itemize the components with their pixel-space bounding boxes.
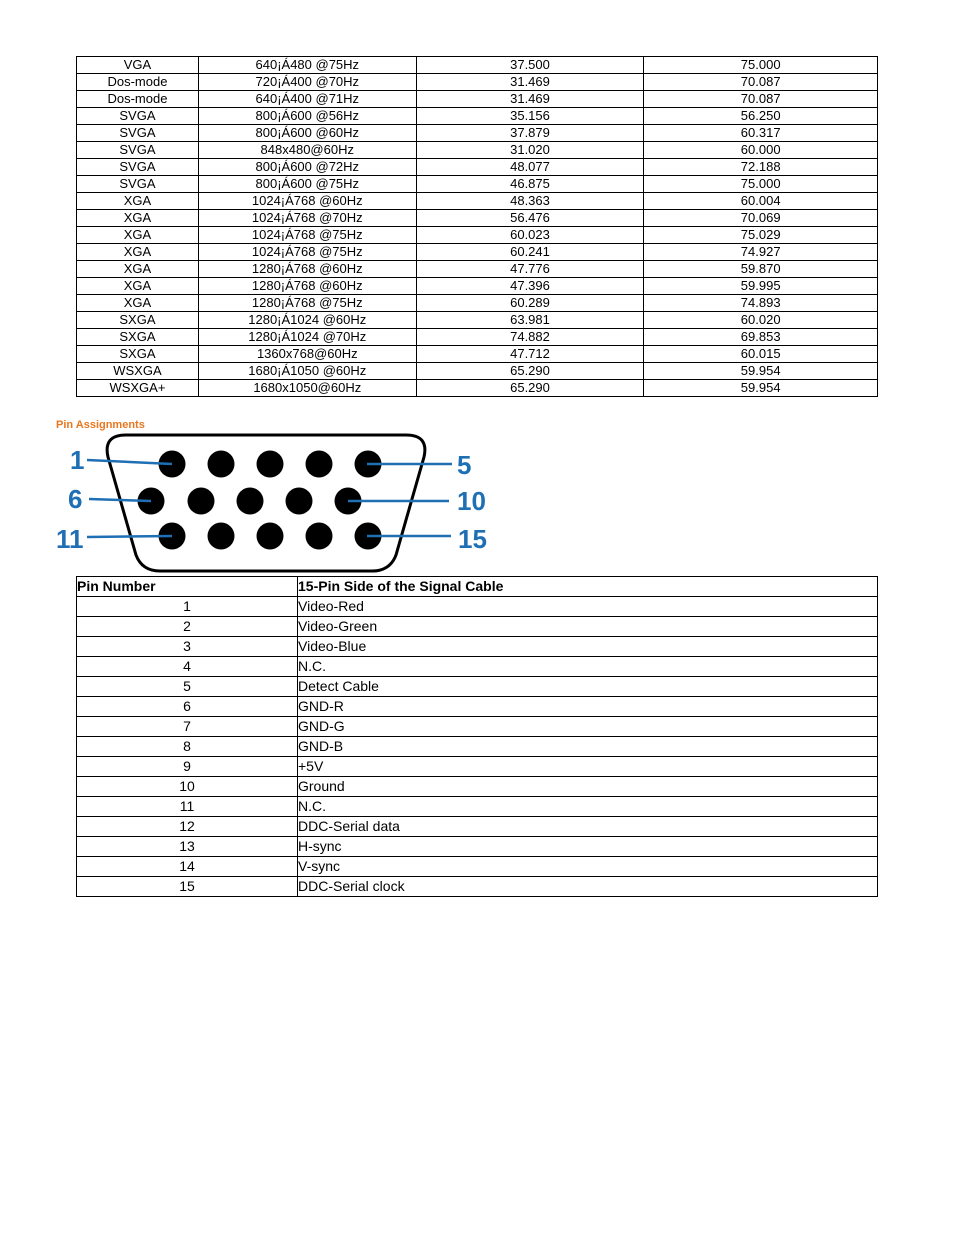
timing-mode-cell: SXGA	[77, 329, 199, 346]
timing-hfreq-cell: 31.469	[416, 74, 644, 91]
timing-resolution-cell: 640¡Á400 @71Hz	[198, 91, 416, 108]
timing-mode-cell: XGA	[77, 210, 199, 227]
timing-mode-cell: XGA	[77, 261, 199, 278]
timing-resolution-cell: 1680x1050@60Hz	[198, 380, 416, 397]
timing-row	[77, 91, 878, 108]
timing-mode-cell: SVGA	[77, 125, 199, 142]
pin-dot-13	[257, 523, 284, 550]
timing-vfreq-cell: 59.870	[644, 261, 878, 278]
pin-signal-cell: V-sync	[298, 857, 878, 877]
pin-row	[77, 657, 878, 677]
timing-row	[77, 57, 878, 74]
timing-resolution-cell: 800¡Á600 @72Hz	[198, 159, 416, 176]
pin-number-cell: 2	[77, 617, 298, 637]
timing-mode-cell: SXGA	[77, 312, 199, 329]
pin-row	[77, 597, 878, 617]
timing-row	[77, 261, 878, 278]
timing-mode-cell: SVGA	[77, 142, 199, 159]
timing-row	[77, 108, 878, 125]
timing-resolution-cell: 848x480@60Hz	[198, 142, 416, 159]
pin-dot-4	[306, 451, 333, 478]
pin-dot-3	[257, 451, 284, 478]
timing-row	[77, 142, 878, 159]
timing-resolution-cell: 1680¡Á1050 @60Hz	[198, 363, 416, 380]
timing-hfreq-cell: 37.500	[416, 57, 644, 74]
timing-row	[77, 244, 878, 261]
timing-resolution-cell: 1280¡Á768 @60Hz	[198, 278, 416, 295]
pin-signal-cell: Detect Cable	[298, 677, 878, 697]
pin-signal-cell: N.C.	[298, 797, 878, 817]
pin-number-cell: 14	[77, 857, 298, 877]
timing-row	[77, 278, 878, 295]
timing-row	[77, 329, 878, 346]
pin-row	[77, 617, 878, 637]
timing-vfreq-cell: 59.954	[644, 380, 878, 397]
pin-number-header: Pin Number	[77, 577, 298, 597]
timing-row	[77, 227, 878, 244]
signal-header: 15-Pin Side of the Signal Cable	[298, 577, 878, 597]
pin-number-cell: 10	[77, 777, 298, 797]
label-pin-10: 10	[457, 486, 486, 516]
timing-mode-cell: VGA	[77, 57, 199, 74]
timing-vfreq-cell: 75.029	[644, 227, 878, 244]
timing-row	[77, 74, 878, 91]
timing-vfreq-cell: 60.004	[644, 193, 878, 210]
timing-resolution-cell: 1024¡Á768 @75Hz	[198, 227, 416, 244]
timing-mode-cell: Dos-mode	[77, 74, 199, 91]
pin-signal-cell: GND-G	[298, 717, 878, 737]
timing-hfreq-cell: 47.712	[416, 346, 644, 363]
pin-number-cell: 4	[77, 657, 298, 677]
pin-number-cell: 5	[77, 677, 298, 697]
timing-resolution-cell: 1280¡Á768 @75Hz	[198, 295, 416, 312]
timing-table-body	[77, 57, 878, 397]
timing-row	[77, 295, 878, 312]
timing-row	[77, 210, 878, 227]
pin-signal-cell: Video-Green	[298, 617, 878, 637]
label-pin-5: 5	[457, 450, 472, 480]
label-pin-6: 6	[68, 484, 83, 514]
timing-resolution-cell: 640¡Á480 @75Hz	[198, 57, 416, 74]
pin-number-cell: 1	[77, 597, 298, 617]
pin-dot-8	[237, 488, 264, 515]
pin-row	[77, 837, 878, 857]
pin-dot-12	[208, 523, 235, 550]
pin-signal-cell: DDC-Serial data	[298, 817, 878, 837]
pin-row	[77, 737, 878, 757]
timing-table	[76, 56, 878, 397]
timing-vfreq-cell: 70.087	[644, 74, 878, 91]
timing-mode-cell: SXGA	[77, 346, 199, 363]
timing-row	[77, 176, 878, 193]
pin-dots	[138, 451, 382, 550]
timing-resolution-cell: 1280¡Á1024 @70Hz	[198, 329, 416, 346]
timing-row	[77, 312, 878, 329]
pin-row	[77, 637, 878, 657]
timing-mode-cell: SVGA	[77, 176, 199, 193]
pin-signal-cell: Video-Blue	[298, 637, 878, 657]
timing-hfreq-cell: 35.156	[416, 108, 644, 125]
pin-row	[77, 857, 878, 877]
pin-row	[77, 697, 878, 717]
timing-hfreq-cell: 47.776	[416, 261, 644, 278]
timing-vfreq-cell: 59.995	[644, 278, 878, 295]
timing-vfreq-cell: 60.000	[644, 142, 878, 159]
timing-vfreq-cell: 60.317	[644, 125, 878, 142]
timing-hfreq-cell: 65.290	[416, 363, 644, 380]
label-pin-1: 1	[70, 445, 85, 475]
timing-row	[77, 380, 878, 397]
pin-signal-cell: GND-B	[298, 737, 878, 757]
label-pin-11: 11	[56, 524, 84, 554]
pin-dot-9	[286, 488, 313, 515]
timing-row	[77, 346, 878, 363]
timing-mode-cell: SVGA	[77, 159, 199, 176]
timing-hfreq-cell: 48.363	[416, 193, 644, 210]
pin-dot-7	[188, 488, 215, 515]
pin-row	[77, 817, 878, 837]
timing-resolution-cell: 1024¡Á768 @60Hz	[198, 193, 416, 210]
pin-number-cell: 3	[77, 637, 298, 657]
timing-resolution-cell: 800¡Á600 @75Hz	[198, 176, 416, 193]
timing-mode-cell: WSXGA	[77, 363, 199, 380]
pin-signal-cell: DDC-Serial clock	[298, 877, 878, 897]
timing-vfreq-cell: 56.250	[644, 108, 878, 125]
timing-hfreq-cell: 74.882	[416, 329, 644, 346]
timing-mode-cell: SVGA	[77, 108, 199, 125]
timing-vfreq-cell: 70.069	[644, 210, 878, 227]
vga-connector-diagram	[54, 431, 494, 575]
pin-row	[77, 877, 878, 897]
timing-hfreq-cell: 63.981	[416, 312, 644, 329]
timing-vfreq-cell: 75.000	[644, 176, 878, 193]
timing-vfreq-cell: 60.015	[644, 346, 878, 363]
pin-signal-cell: Ground	[298, 777, 878, 797]
timing-vfreq-cell: 75.000	[644, 57, 878, 74]
timing-mode-cell: Dos-mode	[77, 91, 199, 108]
timing-row	[77, 193, 878, 210]
pin-number-cell: 7	[77, 717, 298, 737]
timing-vfreq-cell: 69.853	[644, 329, 878, 346]
pin-dot-14	[306, 523, 333, 550]
timing-mode-cell: XGA	[77, 193, 199, 210]
pin-assignments-heading: Pin Assignments	[56, 419, 145, 431]
pin-number-cell: 15	[77, 877, 298, 897]
leader-line-pin-11	[87, 536, 172, 537]
timing-hfreq-cell: 60.289	[416, 295, 644, 312]
timing-resolution-cell: 800¡Á600 @60Hz	[198, 125, 416, 142]
pin-row	[77, 777, 878, 797]
pin-table-header-row	[77, 577, 878, 597]
timing-resolution-cell: 1280¡Á768 @60Hz	[198, 261, 416, 278]
timing-hfreq-cell: 37.879	[416, 125, 644, 142]
timing-hfreq-cell: 65.290	[416, 380, 644, 397]
timing-vfreq-cell: 72.188	[644, 159, 878, 176]
timing-row	[77, 125, 878, 142]
timing-hfreq-cell: 48.077	[416, 159, 644, 176]
pin-signal-cell: H-sync	[298, 837, 878, 857]
timing-hfreq-cell: 56.476	[416, 210, 644, 227]
pin-dot-2	[208, 451, 235, 478]
timing-resolution-cell: 1024¡Á768 @70Hz	[198, 210, 416, 227]
pin-number-cell: 6	[77, 697, 298, 717]
timing-vfreq-cell: 59.954	[644, 363, 878, 380]
pin-row	[77, 757, 878, 777]
pin-number-cell: 12	[77, 817, 298, 837]
pin-table-body	[77, 597, 878, 897]
pin-row	[77, 717, 878, 737]
pin-signal-cell: GND-R	[298, 697, 878, 717]
timing-row	[77, 159, 878, 176]
pin-signal-cell: Video-Red	[298, 597, 878, 617]
timing-hfreq-cell: 31.469	[416, 91, 644, 108]
pin-table	[76, 576, 878, 897]
timing-mode-cell: WSXGA+	[77, 380, 199, 397]
pin-row	[77, 797, 878, 817]
timing-vfreq-cell: 74.893	[644, 295, 878, 312]
timing-vfreq-cell: 60.020	[644, 312, 878, 329]
timing-resolution-cell: 720¡Á400 @70Hz	[198, 74, 416, 91]
pin-row	[77, 677, 878, 697]
pin-signal-cell: +5V	[298, 757, 878, 777]
timing-resolution-cell: 800¡Á600 @56Hz	[198, 108, 416, 125]
timing-resolution-cell: 1360x768@60Hz	[198, 346, 416, 363]
timing-hfreq-cell: 60.241	[416, 244, 644, 261]
timing-mode-cell: XGA	[77, 295, 199, 312]
timing-hfreq-cell: 47.396	[416, 278, 644, 295]
timing-mode-cell: XGA	[77, 227, 199, 244]
timing-resolution-cell: 1280¡Á1024 @60Hz	[198, 312, 416, 329]
timing-hfreq-cell: 46.875	[416, 176, 644, 193]
timing-vfreq-cell: 74.927	[644, 244, 878, 261]
pin-number-cell: 8	[77, 737, 298, 757]
pin-signal-cell: N.C.	[298, 657, 878, 677]
pin-number-cell: 11	[77, 797, 298, 817]
timing-mode-cell: XGA	[77, 244, 199, 261]
timing-row	[77, 363, 878, 380]
timing-mode-cell: XGA	[77, 278, 199, 295]
label-pin-15: 15	[458, 524, 487, 554]
timing-hfreq-cell: 31.020	[416, 142, 644, 159]
timing-hfreq-cell: 60.023	[416, 227, 644, 244]
pin-number-cell: 13	[77, 837, 298, 857]
timing-vfreq-cell: 70.087	[644, 91, 878, 108]
pin-number-cell: 9	[77, 757, 298, 777]
timing-resolution-cell: 1024¡Á768 @75Hz	[198, 244, 416, 261]
